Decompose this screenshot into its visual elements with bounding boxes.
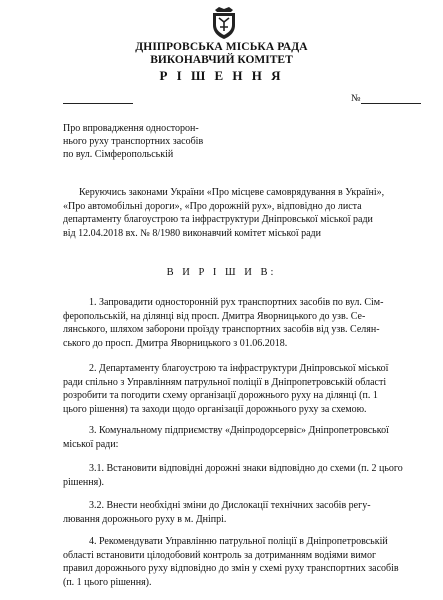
preamble-line: «Про автомобільні дороги», «Про дорожній рух», відповідно до листа <box>63 200 362 212</box>
item-3-paragraph <box>63 424 421 451</box>
decision-title: Р І Ш Е Н Н Я <box>159 68 284 83</box>
item-line: ради спільно з Управлінням патрульної поліції в Дніпропетровській області <box>63 376 387 388</box>
item-line: 3. Комунальному підприємству «Дніпродорсервіс» Дніпропетровської <box>89 425 389 436</box>
subject-line: по вул. Сімферопольській <box>63 149 174 160</box>
item-line: розробити та погодити схему організації дорожнього руху на ділянці (п. 1 <box>63 390 378 402</box>
council-title: ДНІПРОВСЬКА МІСЬКА РАДА <box>135 41 308 53</box>
item-line: лювання дорожнього руху в м. Дніпрі. <box>63 513 227 525</box>
item-2-paragraph <box>63 362 421 416</box>
item-3-2-paragraph <box>63 499 421 526</box>
item-line: правил дорожнього руху відповідно до змін у схемі руху транспортних засобів <box>63 563 399 575</box>
subject-line: Про впровадження односторон- <box>63 123 199 134</box>
resolved-heading: В И Р І Ш И В: <box>166 267 277 278</box>
preamble-line: Керуючись законами України «Про місцеве самоврядування в Україні», <box>79 187 385 198</box>
item-line: 1. Запровадити односторонній рух транспортних засобів по вул. Сім- <box>89 297 384 308</box>
item-line: 4. Рекомендувати Управлінню патрульної поліції в Дніпропетровській <box>89 536 388 547</box>
item-3-1-paragraph <box>63 462 421 489</box>
item-1-paragraph <box>63 296 421 350</box>
preamble-line: від 12.04.2018 вх. № 8/1980 виконавчий комітет міської ради <box>63 227 321 239</box>
number-label: № <box>351 93 361 104</box>
item-4-paragraph <box>63 535 421 589</box>
number-blank-line <box>361 103 421 104</box>
item-line: ського до просп. Дмитра Яворницького з 01.06.2018. <box>63 337 288 349</box>
item-line: феропольській, на ділянці від просп. Дмитра Яворницького до узв. Се- <box>63 310 366 322</box>
item-line: цього рішення) та заходи щодо організації дорожнього руху за схемою. <box>63 403 367 415</box>
item-line: рішення). <box>63 476 105 488</box>
item-line: 2. Департаменту благоустрою та інфраструктури Дніпровської міської <box>89 363 389 374</box>
item-line: 3.1. Встановити відповідні дорожні знаки відповідно до схеми (п. 2 цього <box>89 463 403 474</box>
executive-committee-title: ВИКОНАВЧИЙ КОМІТЕТ <box>150 54 293 66</box>
decision-subject <box>63 122 233 161</box>
item-line: (п. 1 цього рішення). <box>63 576 152 588</box>
date-blank-line <box>63 103 133 104</box>
preamble-line: департаменту благоустрою та інфраструктури Дніпровської міської ради <box>63 214 373 226</box>
item-line: 3.2. Внести необхідні зміни до Дислокації технічних засобів регу- <box>89 500 371 511</box>
preamble-paragraph <box>63 186 421 240</box>
city-coat-of-arms-icon <box>210 6 238 40</box>
item-line: лянського, шляхом заборони проїзду транспортних засобів від узв. Селян- <box>63 324 380 336</box>
item-line: міської ради: <box>63 438 119 450</box>
subject-line: нього руху транспортних засобів <box>63 136 204 147</box>
item-line: області встановити цілодобовий контроль за дотриманням водіями вимог <box>63 549 377 561</box>
